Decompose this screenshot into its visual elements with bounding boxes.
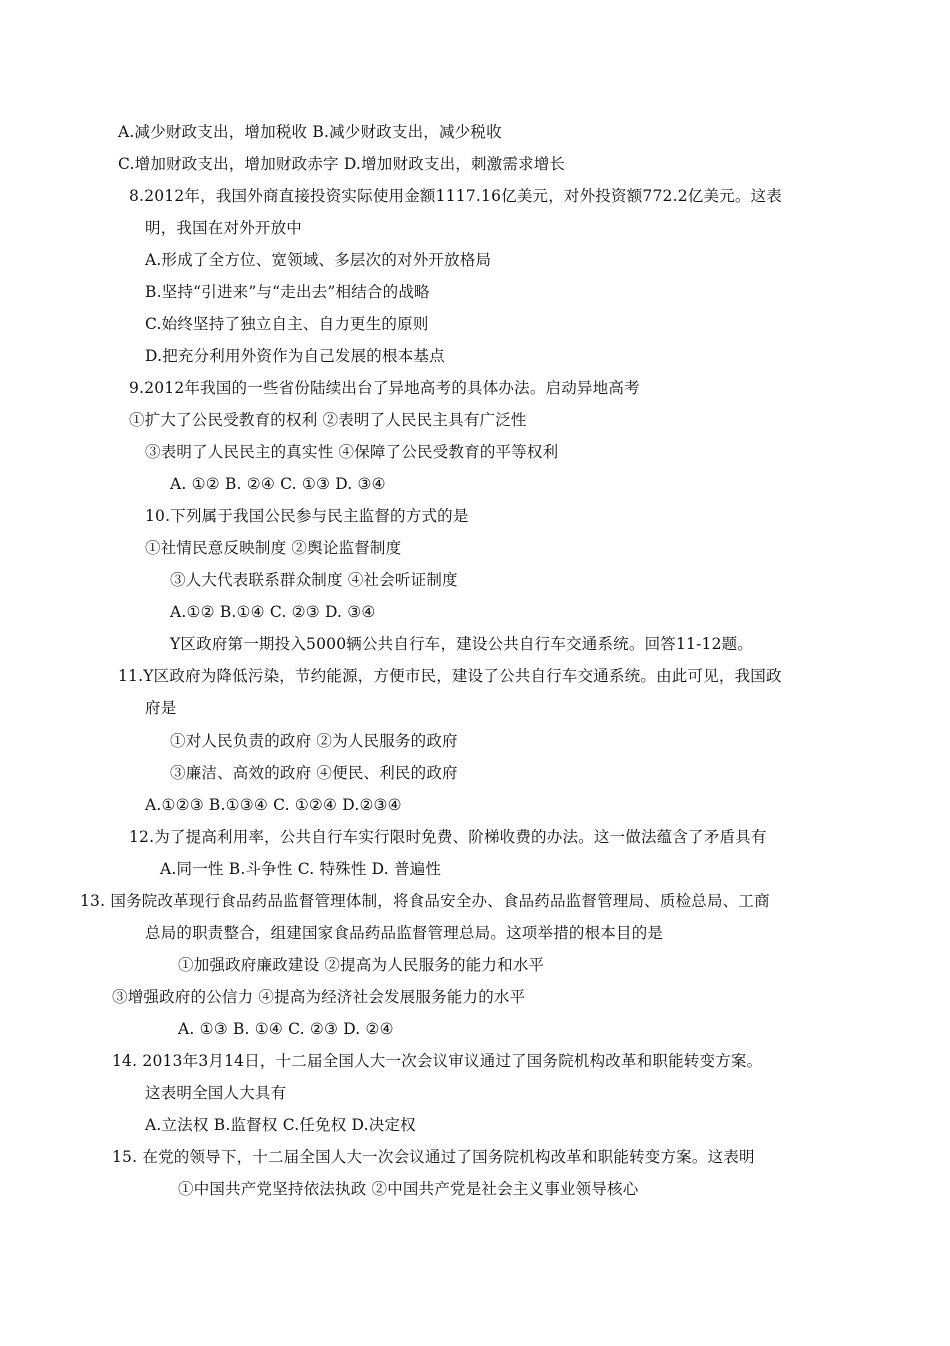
q10-statements-12: ①社情民意反映制度 ②舆论监督制度 bbox=[145, 539, 402, 557]
q12-stem: 12.为了提高利用率，公共自行车实行限时免费、阶梯收费的办法。这一做法蕴含了矛盾具有 bbox=[129, 828, 767, 846]
q13-stem: 13. 国务院改革现行食品药品监督管理体制，将食品安全办、食品药品监督管理局、质检总局、工商 bbox=[80, 892, 770, 910]
q9-options: A. ①② B. ②④ C. ①③ D. ③④ bbox=[170, 475, 386, 493]
q13-options: A. ①③ B. ①④ C. ②③ D. ②④ bbox=[178, 1020, 394, 1038]
q8-option-b: B.坚持“引进来”与“走出去”相结合的战略 bbox=[145, 283, 430, 301]
q11-stem: 11.Y区政府为降低污染，节约能源，方便市民，建设了公共自行车交通系统。由此可见，我国政 bbox=[118, 667, 782, 685]
q7-options-ab: A.减少财政支出，增加税收 B.减少财政支出，减少税收 bbox=[118, 123, 502, 141]
q9-statements-12: ①扩大了公民受教育的权利 ②表明了人民民主具有广泛性 bbox=[129, 411, 527, 429]
q9-statements-34: ③表明了人民民主的真实性 ④保障了公民受教育的平等权利 bbox=[145, 443, 559, 461]
q12-options: A.同一性 B.斗争性 C. 特殊性 D. 普遍性 bbox=[160, 860, 442, 878]
q8-option-a: A.形成了全方位、宽领域、多层次的对外开放格局 bbox=[145, 251, 492, 269]
q10-stem: 10.下列属于我国公民参与民主监督的方式的是 bbox=[145, 507, 469, 525]
q15-statements-12: ①中国共产党坚持依法执政 ②中国共产党是社会主义事业领导核心 bbox=[178, 1180, 639, 1198]
q8-stem: 8.2012年，我国外商直接投资实际使用金额1117.16亿美元，对外投资额772.2亿美元。这表 bbox=[129, 187, 783, 205]
q15-stem: 15. 在党的领导下，十二届全国人大一次会议通过了国务院机构改革和职能转变方案。这表明 bbox=[112, 1148, 755, 1166]
q13-statements-34: ③增强政府的公信力 ④提高为经济社会发展服务能力的水平 bbox=[112, 988, 526, 1006]
q11-stem-cont: 府是 bbox=[145, 699, 177, 717]
q9-stem: 9.2012年我国的一些省份陆续出台了异地高考的具体办法。启动异地高考 bbox=[129, 379, 640, 397]
q7-options-cd: C.增加财政支出，增加财政赤字 D.增加财政支出，刺激需求增长 bbox=[118, 155, 566, 173]
q13-stem-cont: 总局的职责整合，组建国家食品药品监督管理总局。这项举措的根本目的是 bbox=[145, 924, 664, 942]
q13-statements-12: ①加强政府廉政建设 ②提高为人民服务的能力和水平 bbox=[178, 956, 545, 974]
q14-options: A.立法权 B.监督权 C.任免权 D.决定权 bbox=[145, 1116, 416, 1134]
q11-statements-12: ①对人民负责的政府 ②为人民服务的政府 bbox=[170, 732, 458, 750]
q8-option-c: C.始终坚持了独立自主、自力更生的原则 bbox=[145, 315, 429, 333]
q10-options: A.①② B.①④ C. ②③ D. ③④ bbox=[170, 603, 376, 621]
q11-options: A.①②③ B.①③④ C. ①②④ D.②③④ bbox=[145, 796, 402, 814]
q8-stem-cont: 明，我国在对外开放中 bbox=[145, 219, 303, 237]
q10-statements-34: ③人大代表联系群众制度 ④社会听证制度 bbox=[170, 571, 458, 589]
q14-stem: 14. 2013年3月14日，十二届全国人大一次会议审议通过了国务院机构改革和职能转变方案。 bbox=[112, 1052, 763, 1070]
q11-12-intro: Y区政府第一期投入5000辆公共自行车，建设公共自行车交通系统。回答11-12题。 bbox=[170, 635, 754, 653]
q11-statements-34: ③廉洁、高效的政府 ④便民、利民的政府 bbox=[170, 764, 458, 782]
q14-stem-cont: 这表明全国人大具有 bbox=[145, 1084, 287, 1102]
q8-option-d: D.把充分利用外资作为自己发展的根本基点 bbox=[145, 347, 445, 365]
